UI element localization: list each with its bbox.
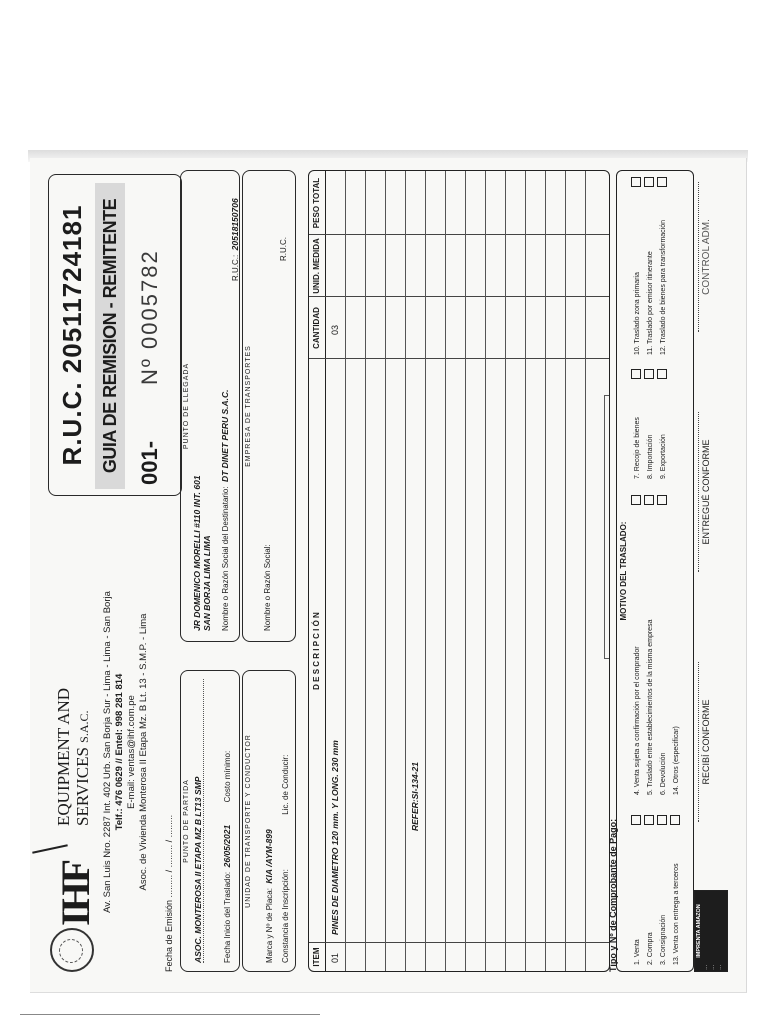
row-line <box>525 171 526 971</box>
checkbox[interactable] <box>631 495 641 505</box>
row-line <box>385 171 386 971</box>
company-name-line1: EQUIPMENT AND <box>54 687 73 826</box>
row-line <box>425 171 426 971</box>
checkbox[interactable] <box>631 815 641 825</box>
destinatario-label: Nombre o Razón Social del Destinatario: <box>221 486 230 631</box>
phone-line: Telf.: 476 0629 // Entel: 998 281 814 <box>114 673 125 831</box>
licencia-label: Lic. de Conducir: <box>281 754 290 815</box>
checkbox[interactable] <box>631 369 641 379</box>
destinatario-ruc-value: 20518150706 <box>230 198 240 251</box>
motivo-item: 10. Traslado zona primaria <box>631 177 644 355</box>
empresa-transporte-title: EMPRESA DE TRANSPORTES <box>245 345 252 467</box>
fecha-emision-value: ......... / ......... / ......... <box>164 814 174 898</box>
guia-remision-document <box>46 172 726 972</box>
checkbox[interactable] <box>644 177 654 187</box>
empresa-nombre-label: Nombre o Razón Social: <box>263 544 272 631</box>
punto-llegada-panel <box>180 170 240 642</box>
col-peso-header: PESO TOTAL <box>309 171 326 235</box>
inscripcion-row <box>275 755 293 963</box>
email-line: E-mail: ventas@ihf.com.pe <box>126 695 137 809</box>
document-number <box>137 249 163 385</box>
col-unidad-header: UNID. MEDIDA <box>309 234 326 297</box>
destinatario-value: DT DINET PERU S.A.C. <box>220 389 230 483</box>
punto-partida-address: ASOC. MONTEROSA II ETAPA MZ B LT13 SMP <box>193 679 204 963</box>
company-name <box>54 688 94 826</box>
col-cantidad-header: CANTIDAD <box>309 296 326 359</box>
empresa-ruc-label: R.U.C. <box>279 237 288 261</box>
row-line <box>465 171 466 971</box>
unidad-transporte-panel <box>242 670 296 972</box>
ruc-box <box>48 174 182 496</box>
checkbox[interactable] <box>657 815 667 825</box>
destinatario-row <box>215 389 233 631</box>
fecha-inicio-row <box>217 679 235 963</box>
address-line-2: Asoc. de Vivienda Monterosa II Etapa Mz. B Lt. 13 - S.M.P. - Lima <box>138 613 149 891</box>
imprenta-footer <box>694 890 728 972</box>
empresa-transporte-panel <box>242 170 296 642</box>
checkbox[interactable] <box>631 177 641 187</box>
row-line <box>485 171 486 971</box>
company-name-line2: SERVICES <box>73 747 92 826</box>
row-line <box>445 171 446 971</box>
checkbox[interactable] <box>670 815 680 825</box>
company-address <box>102 532 150 972</box>
motivo-item: 1. Venta <box>631 815 644 965</box>
motivo-col-1 <box>631 815 683 965</box>
col-divider <box>309 358 609 359</box>
row-line <box>585 171 586 971</box>
fecha-inicio-value: 26/05/2021 <box>222 824 232 868</box>
checkbox[interactable] <box>644 495 654 505</box>
costo-minimo-label: Costo mínimo: <box>223 750 232 803</box>
destinatario-ruc-label: R.U.C.: <box>231 254 240 281</box>
row-line <box>505 171 506 971</box>
recibido-stamp <box>604 395 610 659</box>
unidad-transporte-title: UNIDAD DE TRANSPORTE Y CONDUCTOR <box>245 734 252 908</box>
company-suffix: S.A.C. <box>77 710 91 743</box>
checkbox[interactable] <box>657 177 667 187</box>
motivo-item: 3. Consignación <box>657 815 670 965</box>
motivo-col-4 <box>631 177 670 355</box>
company-logo: IHF <box>53 860 98 926</box>
row-cantidad-cell: 03 <box>330 324 340 335</box>
row-line <box>345 171 346 971</box>
motivo-title: MOTIVO DEL TRASLADO: <box>619 521 628 621</box>
motivo-col-3 <box>631 369 670 479</box>
motivo-item: 11. Traslado por emisor itinerante <box>644 177 657 355</box>
col-divider <box>309 234 609 235</box>
punto-llegada-title: PUNTO DE LLEGADA <box>183 362 190 450</box>
address-line: Av. San Luis Nro. 2287 Int. 402 Urb. San Borja Sur - Lima - Lima - San Borja <box>102 591 113 913</box>
placa-label: Marca y Nº de Placa: <box>265 888 274 963</box>
punto-partida-panel <box>180 670 240 972</box>
recibi-conforme: RECIBÍ CONFORME <box>698 662 711 822</box>
motivo-item: 4. Venta sujeta a confirmación por el comprador <box>631 495 644 795</box>
motivo-item: 2. Compra <box>644 815 657 965</box>
checkbox[interactable] <box>657 495 667 505</box>
imprenta-line: … <box>717 964 723 970</box>
motivo-item: 6. Devolución <box>657 495 670 795</box>
scan-edge-line <box>20 1014 320 1015</box>
punto-llegada-district: SAN BORJA LIMA LIMA <box>202 535 212 631</box>
document-type-banner: GUIA DE REMISION - REMITENTE <box>95 183 125 489</box>
fecha-emision <box>164 815 174 972</box>
motivo-traslado-panel <box>616 170 694 972</box>
checkbox[interactable] <box>644 369 654 379</box>
col-descripcion-header: D E S C R I P C I Ó N <box>309 358 326 943</box>
fecha-inicio-label: Fecha Inicio del Traslado: <box>223 871 232 963</box>
number-prefix: Nº <box>137 357 162 385</box>
motivo-item: 12. Traslado de bienes para transformación <box>657 177 670 355</box>
inscripcion-label: Constancia de Inscripción: <box>281 869 290 963</box>
items-table <box>308 170 610 972</box>
col-item-header: ITEM <box>309 942 326 971</box>
company-seal-icon <box>50 928 94 972</box>
row-item-cell: 01 <box>330 952 340 963</box>
row-referencia-cell: REFER:SI-134-21 <box>410 762 420 831</box>
motivo-item: 7. Recojo de bienes <box>631 369 644 479</box>
row-line <box>565 171 566 971</box>
checkbox[interactable] <box>644 815 654 825</box>
punto-llegada-address: JR DOMENICO MORELLI #110 INT. 601 <box>192 475 202 631</box>
number-value: 0005782 <box>137 249 162 349</box>
placa-value: KIA /AYM-899 <box>264 829 274 884</box>
motivo-item: 14. Otros (especificar) <box>673 726 680 795</box>
destinatario-ruc-row <box>225 198 243 281</box>
control-adm: CONTROL ADM. <box>698 182 712 332</box>
motivo-col-2 <box>631 495 683 795</box>
checkbox[interactable] <box>657 369 667 379</box>
entregue-conforme: ENTREGUÉ CONFORME <box>698 412 711 572</box>
document-series: 001- <box>137 440 162 485</box>
imprenta-line: … <box>710 964 716 970</box>
punto-partida-title: PUNTO DE PARTIDA <box>183 779 190 863</box>
col-divider <box>309 942 609 943</box>
row-line <box>405 171 406 971</box>
row-descripcion-cell: PINES DE DIAMETRO 120 mm. Y LONG. 230 mm <box>330 740 340 935</box>
fecha-emision-label: Fecha de Emisión <box>164 899 174 972</box>
motivo-item: 9. Exportación <box>657 369 670 479</box>
motivo-item: 8. Importación <box>644 369 657 479</box>
col-divider <box>309 296 609 297</box>
imprenta-line: … <box>703 964 709 970</box>
comprobante-pago-label: Tipo y Nº de Comprobante de Pago: <box>608 818 618 972</box>
ruc-number: R.U.C. 20511724181 <box>57 204 87 466</box>
imprenta-title: IMPRENTA AMAZON <box>696 904 702 958</box>
row-line <box>365 171 366 971</box>
motivo-item: 5. Traslado entre establecimientos de la misma empresa <box>644 495 657 795</box>
row-line <box>545 171 546 971</box>
motivo-item: 13. Venta con entrega a terceros <box>670 815 683 965</box>
